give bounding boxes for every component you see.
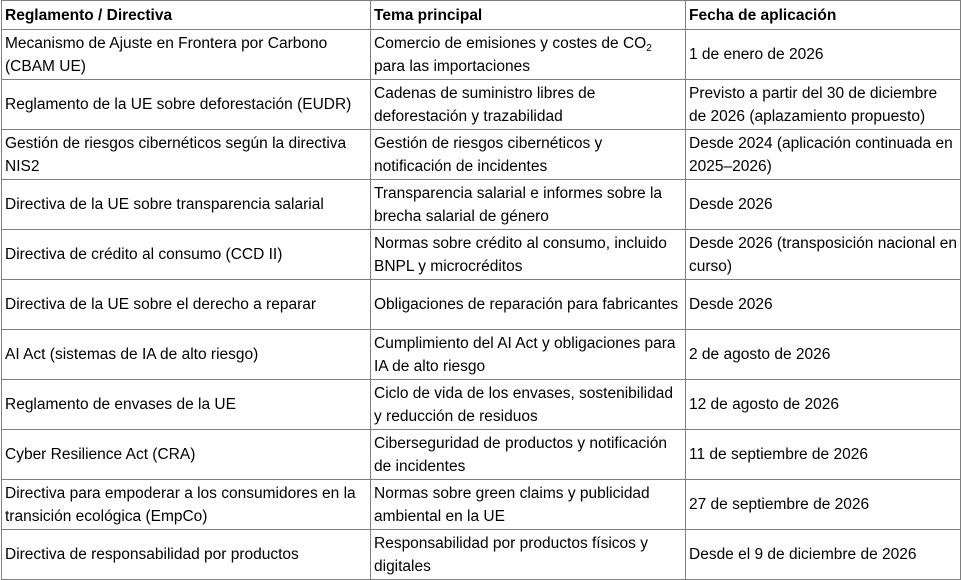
table-row bbox=[2, 130, 961, 180]
date-cell: 12 de agosto de 2026 bbox=[686, 380, 961, 430]
date-cell: Desde 2026 bbox=[686, 180, 961, 230]
regulation-cell: Mecanismo de Ajuste en Frontera por Carbono (CBAM UE) bbox=[2, 30, 371, 80]
table-row bbox=[2, 480, 961, 530]
table-row bbox=[2, 330, 961, 380]
date-cell: Desde el 9 de diciembre de 2026 bbox=[686, 530, 961, 580]
date-cell: 2 de agosto de 2026 bbox=[686, 330, 961, 380]
topic-cell: Normas sobre green claims y publicidad ambiental en la UE bbox=[371, 480, 686, 530]
topic-cell: Normas sobre crédito al consumo, incluido BNPL y microcréditos bbox=[371, 230, 686, 280]
date-cell: Desde 2026 (transposición nacional en curso) bbox=[686, 230, 961, 280]
topic-cell: Responsabilidad por productos físicos y digitales bbox=[371, 530, 686, 580]
regulation-cell: Directiva de responsabilidad por productos bbox=[2, 530, 371, 580]
header-topic: Tema principal bbox=[371, 1, 686, 30]
date-cell: Previsto a partir del 30 de diciembre de 2026 (aplazamiento propuesto) bbox=[686, 80, 961, 130]
topic-cell: Cumplimiento del AI Act y obligaciones para IA de alto riesgo bbox=[371, 330, 686, 380]
table-row bbox=[2, 80, 961, 130]
table-row bbox=[2, 230, 961, 280]
regulations-table bbox=[1, 0, 961, 580]
regulation-cell: Reglamento de la UE sobre deforestación (EUDR) bbox=[2, 80, 371, 130]
topic-cell: Ciclo de vida de los envases, sostenibilidad y reducción de residuos bbox=[371, 380, 686, 430]
regulation-cell: Directiva de la UE sobre transparencia salarial bbox=[2, 180, 371, 230]
regulation-cell: Gestión de riesgos cibernéticos según la directiva NIS2 bbox=[2, 130, 371, 180]
table-row bbox=[2, 380, 961, 430]
header-date: Fecha de aplicación bbox=[686, 1, 961, 30]
co2-subscript: 2 bbox=[646, 42, 652, 54]
table-row bbox=[2, 30, 961, 80]
date-cell: 1 de enero de 2026 bbox=[686, 30, 961, 80]
table-row bbox=[2, 180, 961, 230]
regulation-cell: Directiva de la UE sobre el derecho a reparar bbox=[2, 280, 371, 330]
table-row bbox=[2, 530, 961, 580]
date-cell: 11 de septiembre de 2026 bbox=[686, 430, 961, 480]
date-cell: 27 de septiembre de 2026 bbox=[686, 480, 961, 530]
topic-text: Comercio de emisiones y costes de CO bbox=[374, 34, 647, 52]
topic-cell bbox=[371, 30, 686, 80]
regulation-cell: Reglamento de envases de la UE bbox=[2, 380, 371, 430]
topic-text: para las importaciones bbox=[374, 57, 530, 75]
date-cell: Desde 2024 (aplicación continuada en 2025–2026) bbox=[686, 130, 961, 180]
header-regulation: Reglamento / Directiva bbox=[2, 1, 371, 30]
regulation-cell: Cyber Resilience Act (CRA) bbox=[2, 430, 371, 480]
regulation-cell: Directiva de crédito al consumo (CCD II) bbox=[2, 230, 371, 280]
topic-cell: Ciberseguridad de productos y notificación de incidentes bbox=[371, 430, 686, 480]
topic-cell: Gestión de riesgos cibernéticos y notificación de incidentes bbox=[371, 130, 686, 180]
topic-cell: Obligaciones de reparación para fabricantes bbox=[371, 280, 686, 330]
topic-cell: Cadenas de suministro libres de deforestación y trazabilidad bbox=[371, 80, 686, 130]
topic-cell: Transparencia salarial e informes sobre la brecha salarial de género bbox=[371, 180, 686, 230]
date-cell: Desde 2026 bbox=[686, 280, 961, 330]
regulation-cell: AI Act (sistemas de IA de alto riesgo) bbox=[2, 330, 371, 380]
regulation-cell: Directiva para empoderar a los consumidores en la transición ecológica (EmpCo) bbox=[2, 480, 371, 530]
table-row bbox=[2, 280, 961, 330]
table-row bbox=[2, 430, 961, 480]
header-row bbox=[2, 1, 961, 30]
